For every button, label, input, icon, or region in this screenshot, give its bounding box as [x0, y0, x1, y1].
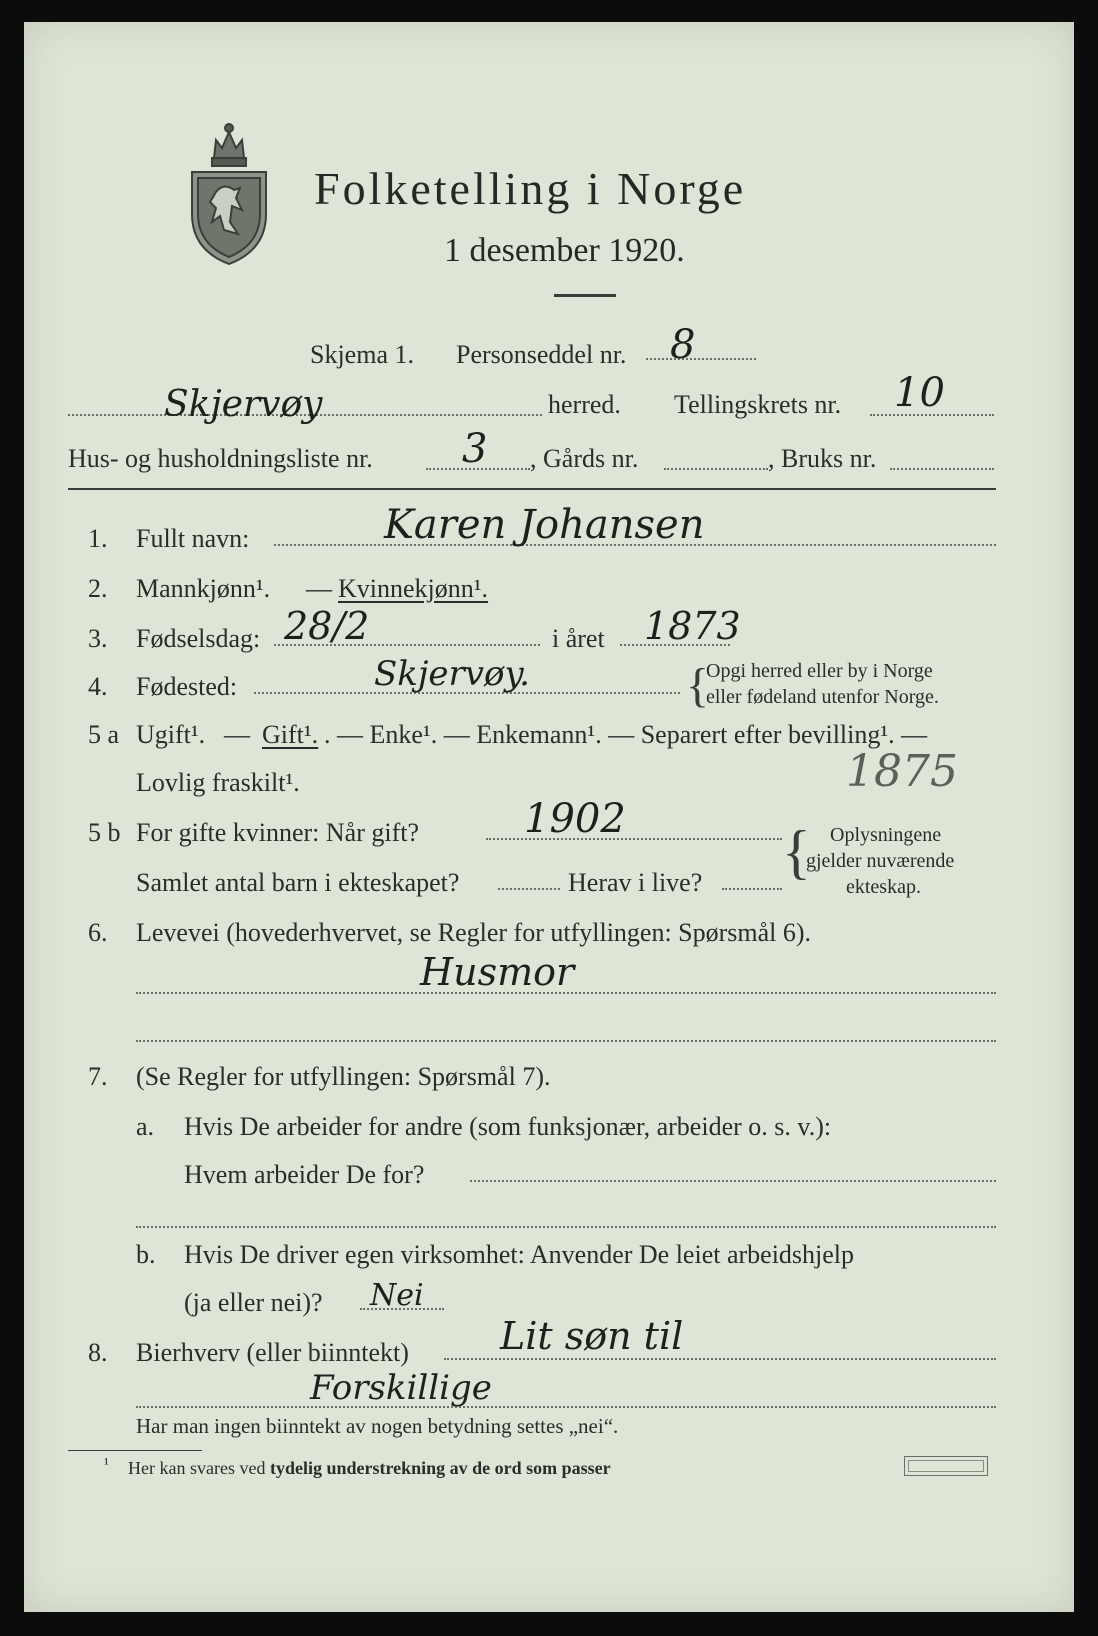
q5b-children-label: Samlet antal barn i ekteskapet?: [136, 868, 460, 897]
q3-number: 3.: [88, 624, 108, 653]
q5b-alive-line: [722, 888, 782, 890]
q7a-letter: a.: [136, 1112, 155, 1141]
personseddel-value: 8: [670, 322, 696, 368]
bruks-label: , Bruks nr.: [768, 444, 877, 473]
personseddel-label: Personseddel nr.: [456, 340, 627, 369]
q3-value: 28/2: [284, 604, 370, 648]
q5a-number: 5 a: [88, 720, 120, 749]
personseddel-line: [646, 358, 756, 360]
q5b-number: 5 b: [88, 818, 121, 847]
q5a-fraskilt: Lovlig fraskilt¹.: [136, 768, 300, 797]
q7-label: (Se Regler for utfyllingen: Spørsmål 7).: [136, 1062, 551, 1091]
q5a-ugift: Ugift¹.: [136, 720, 206, 749]
q7a-line2: [136, 1226, 996, 1228]
q5b-note-brace: {: [782, 819, 811, 885]
q4-label: Fødested:: [136, 672, 238, 701]
q5b-note-line2: gjelder nuværende: [806, 850, 955, 872]
q8-number: 8.: [88, 1338, 108, 1367]
hus-label: Hus- og husholdningsliste nr.: [68, 444, 373, 473]
header-separator: [68, 488, 996, 490]
q3-label: Fødselsdag:: [136, 624, 261, 653]
q2-dash: —: [306, 574, 332, 603]
q7a-text: Hvis De arbeider for andre (som funksjonær, arbeider o. s. v.):: [184, 1112, 832, 1141]
title-divider: [554, 294, 616, 297]
q7b-text: Hvis De driver egen virksomhet: Anvender De leiet arbeidshjelp: [184, 1240, 855, 1269]
q8-label: Bierhverv (eller biinntekt): [136, 1338, 409, 1367]
q5a-dash: —: [224, 720, 250, 749]
q5a-other-options: . — Enke¹. — Enkemann¹. — Separert efter bevilling¹. —: [324, 720, 928, 749]
footnote-mark: ¹: [104, 1456, 109, 1473]
hus-value: 3: [462, 426, 488, 472]
q8-value-line2: Forskillige: [310, 1368, 492, 1408]
q7b-letter: b.: [136, 1240, 156, 1269]
schema-label: Skjema 1.: [310, 340, 414, 369]
form-title: Folketelling i Norge: [314, 163, 747, 214]
q6-line1: [136, 992, 996, 994]
q6-label: Levevei (hovederhvervet, se Regler for utfyllingen: Spørsmål 6).: [136, 918, 812, 947]
q6-number: 6.: [88, 918, 108, 947]
q8-line2: [136, 1406, 996, 1408]
q8-value-line1: Lit søn til: [500, 1314, 684, 1358]
q1-number: 1.: [88, 524, 108, 553]
q4-number: 4.: [88, 672, 108, 701]
q1-value: Karen Johansen: [384, 502, 705, 548]
footnote-rule: [68, 1450, 202, 1451]
footnote-text: [128, 1458, 611, 1479]
q5b-note-line1: Oplysningene: [830, 824, 942, 846]
gards-line: [664, 468, 768, 470]
q2-female-underlined: Kvinnekjønn¹.: [338, 574, 489, 603]
bruks-line: [890, 468, 994, 470]
q3-year-label: i året: [552, 624, 605, 653]
tellingskrets-value: 10: [894, 370, 945, 416]
q5b-label: For gifte kvinner: Når gift?: [136, 818, 420, 847]
footnote-bold: tydelig understrekning av de ord som passer: [269, 1458, 611, 1478]
norwegian-lion-crest-icon: [186, 118, 272, 268]
q4-note-line2: eller fødeland utenfor Norge.: [706, 686, 939, 708]
q6-value: Husmor: [420, 950, 575, 994]
q4-value: Skjervøy.: [374, 654, 530, 694]
q2-male: Mannkjønn¹.: [136, 574, 271, 603]
q7-number: 7.: [88, 1062, 108, 1091]
q7a-question: Hvem arbeider De for?: [184, 1160, 425, 1189]
q8-line1: [444, 1358, 996, 1360]
herred-value: Skjervøy: [164, 384, 323, 425]
q1-label: Fullt navn:: [136, 524, 250, 553]
footnote-plain: Her kan svares ved: [128, 1458, 266, 1478]
herred-label: herred.: [548, 390, 621, 419]
q4-note-brace: {: [686, 659, 710, 712]
gards-label: , Gårds nr.: [530, 444, 639, 473]
q2-number: 2.: [88, 574, 108, 603]
q5b-note-line3: ekteskap.: [846, 876, 921, 898]
q3-year-value: 1873: [644, 604, 741, 648]
q7b-question: (ja eller nei)?: [184, 1288, 323, 1317]
q7b-value: Nei: [370, 1278, 424, 1313]
q5a-gift-underlined: Gift¹.: [262, 720, 319, 749]
q4-note-line1: Opgi herred eller by i Norge: [706, 660, 933, 682]
q7a-line1: [470, 1180, 996, 1182]
printer-stamp-icon: [904, 1456, 988, 1476]
q5b-children-line: [498, 888, 560, 890]
q6-line2: [136, 1040, 996, 1042]
margin-note: 1875: [846, 746, 958, 797]
q5b-alive-label: Herav i live?: [568, 868, 703, 897]
q5b-value: 1902: [524, 796, 626, 842]
q8-note: Har man ingen biinntekt av nogen betydning settes „nei“.: [136, 1414, 619, 1438]
tellingskrets-label: Tellingskrets nr.: [674, 390, 842, 419]
census-date: 1 desember 1920.: [444, 232, 685, 269]
census-form: [24, 22, 1074, 1612]
